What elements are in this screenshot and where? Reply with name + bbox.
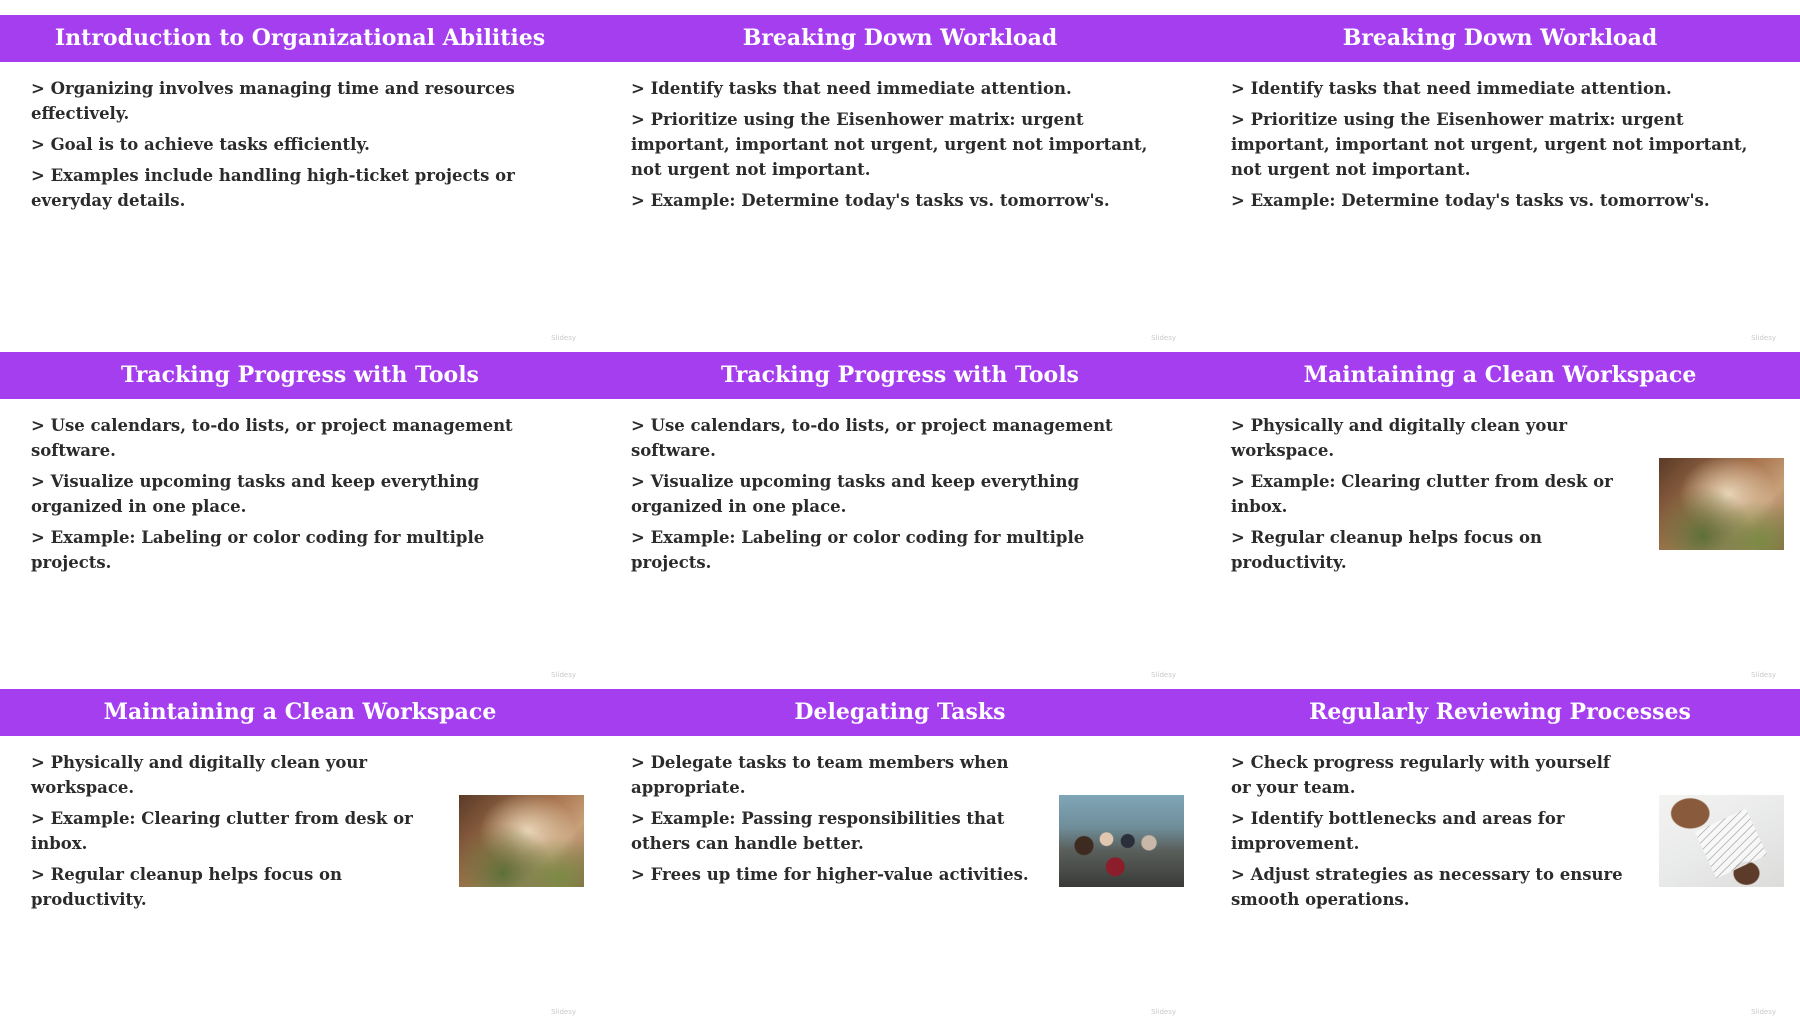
bullet-item: > Frees up time for higher-value activities. bbox=[631, 865, 1029, 884]
paperwork-photo bbox=[1659, 795, 1784, 887]
slide-6[interactable] bbox=[1200, 352, 1800, 689]
watermark-logo: Slidesy bbox=[1751, 1008, 1776, 1016]
bullet-item: > Identify tasks that need immediate attention. bbox=[631, 79, 1072, 98]
slide-title: Regularly Reviewing Processes bbox=[1309, 699, 1691, 725]
bullet-item: > Physically and digitally clean your workspace. bbox=[1231, 416, 1568, 460]
bullet-list bbox=[31, 76, 551, 219]
bullet-item: > Example: Determine today's tasks vs. tomorrow's. bbox=[1231, 191, 1710, 210]
bullet-item: > Regular cleanup helps focus on productivity. bbox=[31, 865, 343, 909]
watermark-logo: Slidesy bbox=[1751, 671, 1776, 679]
slide-title: Maintaining a Clean Workspace bbox=[103, 699, 497, 725]
bullet-item: > Regular cleanup helps focus on productivity. bbox=[1231, 528, 1543, 572]
bullet-item: > Prioritize using the Eisenhower matrix: urgent important, important not urgent, urgent not important, not urgent not important. bbox=[631, 110, 1148, 179]
slide-2[interactable] bbox=[600, 15, 1200, 352]
desk-photo bbox=[1659, 458, 1784, 550]
bullet-item: > Organizing involves managing time and resources effectively. bbox=[31, 79, 515, 123]
bullet-list bbox=[1231, 76, 1751, 219]
watermark-logo: Slidesy bbox=[551, 1008, 576, 1016]
desk-photo bbox=[459, 795, 584, 887]
slide-title: Tracking Progress with Tools bbox=[121, 362, 479, 388]
slide-7[interactable] bbox=[0, 689, 600, 1026]
bullet-list bbox=[31, 413, 551, 581]
slide-title: Breaking Down Workload bbox=[1342, 25, 1658, 51]
bullet-list bbox=[1231, 750, 1631, 918]
slide-8[interactable] bbox=[600, 689, 1200, 1026]
bullet-list bbox=[631, 76, 1151, 219]
bullet-item: > Check progress regularly with yourself or your team. bbox=[1231, 753, 1610, 797]
slide-title: Breaking Down Workload bbox=[742, 25, 1058, 51]
bullet-item: > Visualize upcoming tasks and keep everything organized in one place. bbox=[631, 472, 1080, 516]
slide-grid bbox=[0, 15, 1800, 1026]
slide-3[interactable] bbox=[1200, 15, 1800, 352]
slide-title: Tracking Progress with Tools bbox=[721, 362, 1079, 388]
team-photo bbox=[1059, 795, 1184, 887]
bullet-list bbox=[1231, 413, 1631, 581]
slide-title: Introduction to Organizational Abilities bbox=[54, 25, 546, 51]
slide-1[interactable] bbox=[0, 15, 600, 352]
bullet-item: > Example: Labeling or color coding for multiple projects. bbox=[631, 528, 1085, 572]
bullet-list bbox=[31, 750, 431, 918]
bullet-list bbox=[631, 413, 1151, 581]
slide-9[interactable] bbox=[1200, 689, 1800, 1026]
watermark-logo: Slidesy bbox=[1751, 334, 1776, 342]
watermark-logo: Slidesy bbox=[551, 334, 576, 342]
slide-title: Delegating Tasks bbox=[794, 699, 1006, 725]
bullet-item: > Example: Clearing clutter from desk or inbox. bbox=[1231, 472, 1613, 516]
bullet-item: > Delegate tasks to team members when appropriate. bbox=[631, 753, 1009, 797]
bullet-item: > Example: Passing responsibilities that others can handle better. bbox=[631, 809, 1005, 853]
slide-5[interactable] bbox=[600, 352, 1200, 689]
watermark-logo: Slidesy bbox=[1151, 334, 1176, 342]
bullet-item: > Example: Labeling or color coding for multiple projects. bbox=[31, 528, 485, 572]
bullet-item: > Identify bottlenecks and areas for improvement. bbox=[1231, 809, 1565, 853]
bullet-item: > Examples include handling high-ticket projects or everyday details. bbox=[31, 166, 515, 210]
bullet-item: > Prioritize using the Eisenhower matrix: urgent important, important not urgent, urgent not important, not urgent not important. bbox=[1231, 110, 1748, 179]
slide-4[interactable] bbox=[0, 352, 600, 689]
bullet-item: > Goal is to achieve tasks efficiently. bbox=[31, 135, 370, 154]
watermark-logo: Slidesy bbox=[1151, 671, 1176, 679]
bullet-item: > Example: Determine today's tasks vs. tomorrow's. bbox=[631, 191, 1110, 210]
bullet-item: > Example: Clearing clutter from desk or inbox. bbox=[31, 809, 413, 853]
bullet-item: > Physically and digitally clean your workspace. bbox=[31, 753, 368, 797]
bullet-list bbox=[631, 750, 1031, 893]
slide-title: Maintaining a Clean Workspace bbox=[1303, 362, 1697, 388]
bullet-item: > Identify tasks that need immediate attention. bbox=[1231, 79, 1672, 98]
bullet-item: > Adjust strategies as necessary to ensure smooth operations. bbox=[1231, 865, 1623, 909]
bullet-item: > Use calendars, to-do lists, or project management software. bbox=[631, 416, 1113, 460]
bullet-item: > Visualize upcoming tasks and keep everything organized in one place. bbox=[31, 472, 480, 516]
bullet-item: > Use calendars, to-do lists, or project management software. bbox=[31, 416, 513, 460]
watermark-logo: Slidesy bbox=[551, 671, 576, 679]
watermark-logo: Slidesy bbox=[1151, 1008, 1176, 1016]
